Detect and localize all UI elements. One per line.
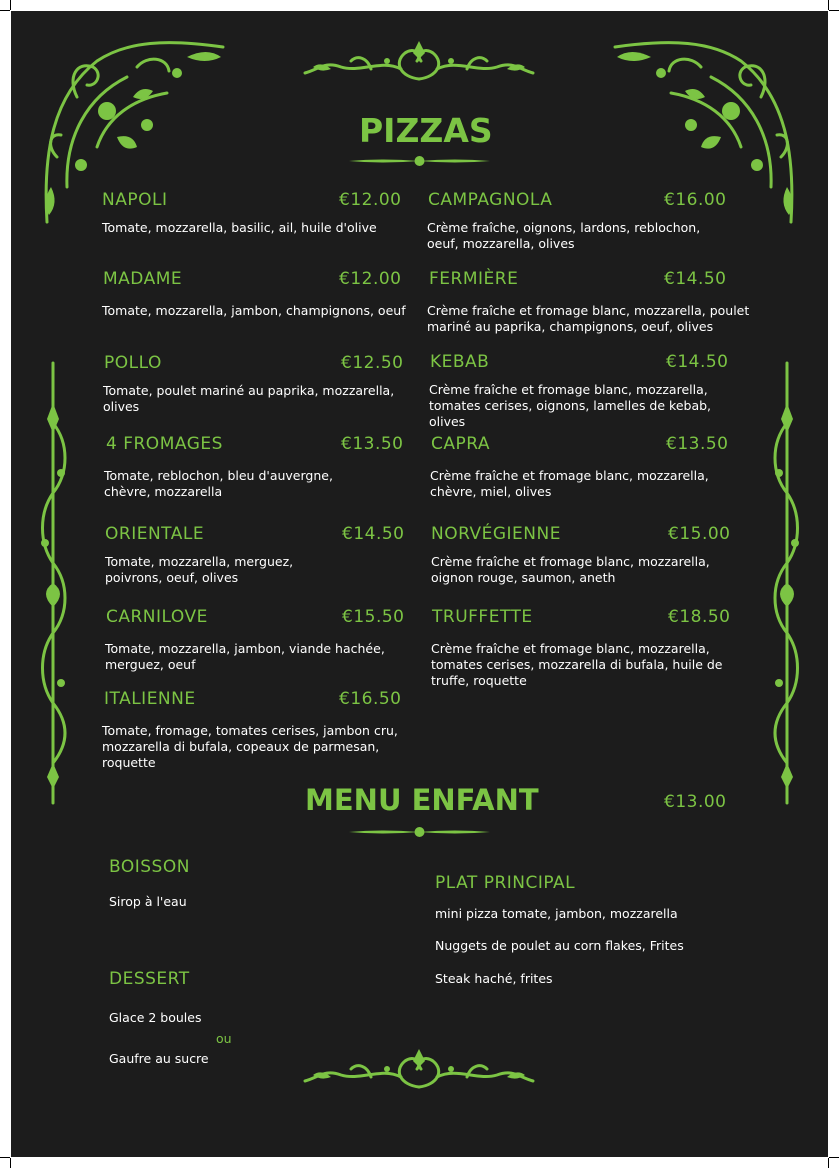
pizza-name: 4 FROMAGES bbox=[106, 434, 223, 454]
divider-icon bbox=[347, 155, 492, 167]
pizza-price: €13.50 bbox=[341, 434, 404, 454]
pizza-price: €12.50 bbox=[341, 353, 404, 373]
pizza-description: Crème fraîche, oignons, lardons, reblochon, oeuf, mozzarella, olives bbox=[427, 220, 701, 251]
dessert-heading: DESSERT bbox=[109, 969, 190, 989]
pizza-description: Tomate, mozzarella, jambon, viande hachée, merguez, oeuf bbox=[105, 641, 385, 672]
crop-mark bbox=[829, 10, 839, 11]
divider-icon bbox=[347, 826, 492, 838]
crop-mark bbox=[829, 1157, 839, 1158]
pizza-price: €15.00 bbox=[668, 524, 731, 544]
pizza-name: NORVÉGIENNE bbox=[431, 524, 561, 544]
menu-enfant-title: MENU ENFANT bbox=[305, 783, 539, 817]
menu-page bbox=[11, 11, 828, 1157]
dessert-item: Gaufre au sucre bbox=[109, 1051, 209, 1066]
pizza-description: Tomate, reblochon, bleu d'auvergne, chèvre, mozzarella bbox=[104, 468, 333, 499]
crop-mark bbox=[0, 10, 10, 11]
menu-enfant-price: €13.00 bbox=[664, 792, 727, 812]
pizza-price: €18.50 bbox=[668, 607, 731, 627]
pizza-price: €15.50 bbox=[342, 607, 405, 627]
dessert-item: Glace 2 boules bbox=[109, 1010, 202, 1025]
pizza-name: MADAME bbox=[103, 269, 183, 289]
pizza-description: Tomate, poulet mariné au paprika, mozzarella, olives bbox=[103, 383, 395, 414]
pizza-name: TRUFFETTE bbox=[432, 607, 533, 627]
pizza-name: ORIENTALE bbox=[105, 524, 205, 544]
pizza-price: €16.50 bbox=[339, 689, 402, 709]
bottom-scroll-icon bbox=[301, 1047, 537, 1091]
side-vine-icon bbox=[39, 363, 73, 803]
crop-mark bbox=[828, 1158, 829, 1168]
pizza-description: Crème fraîche et fromage blanc, mozzarella, poulet mariné au paprika, champignons, oeuf, olives bbox=[427, 303, 750, 334]
pizza-price: €12.00 bbox=[339, 269, 402, 289]
pizza-price: €16.00 bbox=[664, 190, 727, 210]
pizza-description: Tomate, fromage, tomates cerises, jambon cru, mozzarella di bufala, copeaux de parmesan, roquette bbox=[102, 723, 398, 770]
pizza-description: Crème fraîche et fromage blanc, mozzarella, oignon rouge, saumon, aneth bbox=[431, 554, 710, 585]
plat-principal-heading: PLAT PRINCIPAL bbox=[435, 873, 576, 893]
crop-mark bbox=[828, 0, 829, 10]
pizza-price: €13.50 bbox=[666, 434, 729, 454]
pizza-description: Tomate, mozzarella, basilic, ail, huile d'olive bbox=[102, 220, 377, 235]
plat-item: Nuggets de poulet au corn flakes, Frites bbox=[435, 938, 684, 953]
crop-mark bbox=[10, 1158, 11, 1168]
pizza-description: Tomate, mozzarella, merguez, poivrons, oeuf, olives bbox=[105, 554, 294, 585]
pizza-name: FERMIÈRE bbox=[429, 269, 519, 289]
plat-item: mini pizza tomate, jambon, mozzarella bbox=[435, 906, 678, 921]
pizza-name: KEBAB bbox=[430, 352, 490, 372]
pizza-name: CARNILOVE bbox=[106, 607, 208, 627]
pizza-price: €14.50 bbox=[666, 352, 729, 372]
boisson-heading: BOISSON bbox=[109, 857, 190, 877]
top-scroll-icon bbox=[301, 39, 537, 83]
pizza-description: Crème fraîche et fromage blanc, mozzarella, tomates cerises, oignons, lamelles de kebab, olives bbox=[429, 382, 712, 429]
pizza-name: ITALIENNE bbox=[104, 689, 196, 709]
crop-mark bbox=[0, 1157, 10, 1158]
plat-item: Steak haché, frites bbox=[435, 971, 553, 986]
pizza-price: €12.00 bbox=[339, 190, 402, 210]
crop-mark bbox=[10, 0, 11, 10]
page-title: PIZZAS bbox=[359, 111, 493, 150]
pizza-name: CAPRA bbox=[431, 434, 491, 454]
boisson-item: Sirop à l'eau bbox=[109, 894, 187, 909]
pizza-price: €14.50 bbox=[342, 524, 405, 544]
dessert-or-label: ou bbox=[216, 1031, 232, 1046]
pizza-name: POLLO bbox=[104, 353, 162, 373]
pizza-name: CAMPAGNOLA bbox=[428, 190, 553, 210]
pizza-description: Crème fraîche et fromage blanc, mozzarella, tomates cerises, mozzarella di bufala, huile de truffe, roquette bbox=[431, 641, 723, 688]
pizza-name: NAPOLI bbox=[102, 190, 168, 210]
pizza-description: Crème fraîche et fromage blanc, mozzarella, chèvre, miel, olives bbox=[430, 468, 709, 499]
pizza-description: Tomate, mozzarella, jambon, champignons, oeuf bbox=[102, 303, 406, 318]
side-vine-icon bbox=[767, 363, 801, 803]
pizza-price: €14.50 bbox=[664, 269, 727, 289]
